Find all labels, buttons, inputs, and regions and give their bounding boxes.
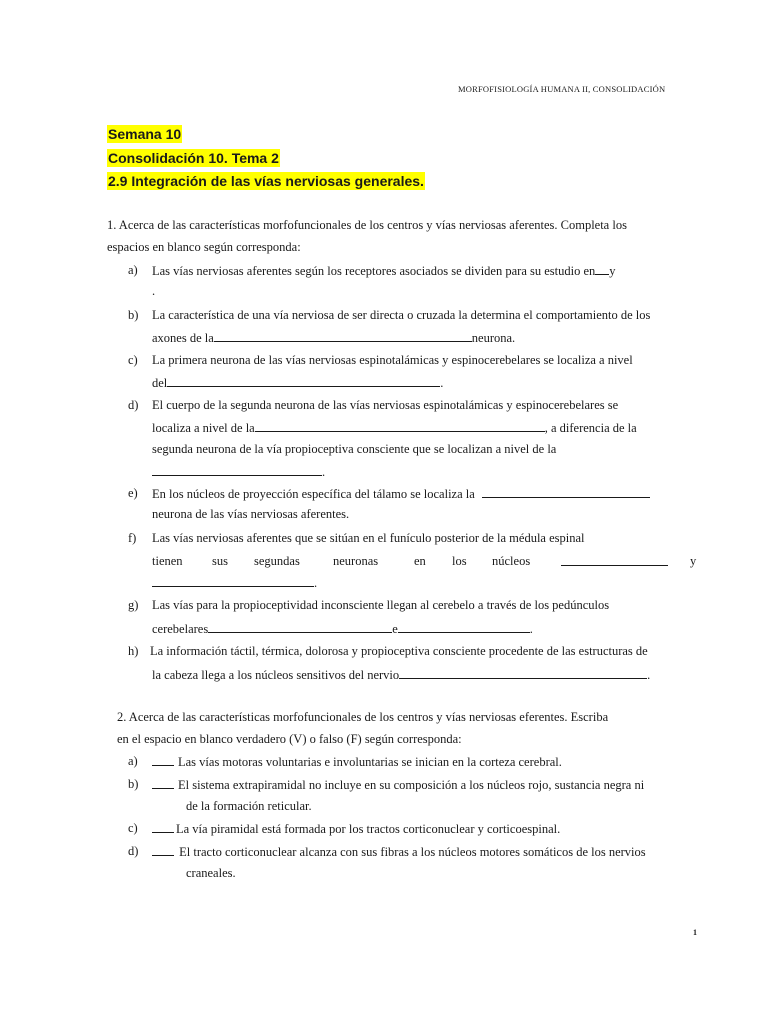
- blank-field[interactable]: [152, 574, 314, 587]
- item-marker: b): [128, 308, 139, 322]
- item-marker: c): [128, 353, 138, 367]
- item-1f-word: segundas: [254, 554, 300, 568]
- item-2a-text: Las vías motoras voluntarias e involuntarias se inician en la corteza cerebral.: [152, 753, 562, 770]
- item-marker: e): [128, 486, 138, 500]
- item-1f-word: y: [690, 554, 697, 568]
- blank-field[interactable]: [208, 620, 392, 633]
- item-1d-text: El cuerpo de la segunda neurona de las vías nerviosas espinotalámicas y espinocerebelares se: [152, 398, 619, 412]
- item-1f-text: Las vías nerviosas aferentes que se sitúan en el funículo posterior de la médula espinal: [152, 531, 585, 545]
- item-1f-cont: .: [152, 574, 317, 591]
- blank-field[interactable]: [255, 419, 545, 432]
- question-2-intro-cont: en el espacio en blanco verdadero (V) o falso (F) según corresponda:: [117, 732, 462, 746]
- answer-blank[interactable]: [152, 843, 174, 856]
- item-1d-cont: localiza a nivel de la , a diferencia de la: [152, 421, 637, 435]
- blank-field[interactable]: [561, 553, 668, 566]
- item-marker: g): [128, 598, 139, 612]
- item-marker: d): [128, 844, 139, 858]
- item-1a-text: Las vías nerviosas aferentes según los receptores asociados se dividen para su estudio en y: [152, 264, 616, 278]
- item-1h-text: La información táctil, térmica, dolorosa y propioceptiva consciente procedente de las estructuras de: [150, 644, 648, 658]
- item-1c-cont: del .: [152, 376, 444, 390]
- item-marker: h): [128, 644, 139, 658]
- item-1f-word: sus: [212, 554, 228, 568]
- item-1f-word: en: [414, 554, 426, 568]
- item-marker: a): [128, 263, 138, 277]
- item-marker: b): [128, 777, 139, 791]
- item-2b-cont: de la formación reticular.: [186, 799, 312, 813]
- item-1f-word: tienen: [152, 554, 183, 568]
- question-1-intro-cont: espacios en blanco según corresponda:: [107, 240, 301, 254]
- blank-field[interactable]: [398, 620, 530, 633]
- item-1a-cont: .: [152, 284, 156, 298]
- item-1b-text: La característica de una vía nerviosa de ser directa o cruzada la determina el comportamiento de los: [152, 308, 651, 322]
- item-1d-cont3: .: [152, 463, 325, 480]
- topic-title: 2.9 Integración de las vías nerviosas generales.: [108, 173, 424, 189]
- item-marker: c): [128, 821, 138, 835]
- blank-field[interactable]: [167, 374, 440, 387]
- item-1g-cont: cerebelares e .: [152, 622, 533, 636]
- item-1e-text: En los núcleos de proyección específica del tálamo se localiza la: [152, 485, 650, 502]
- item-1f-word: núcleos: [492, 554, 531, 568]
- item-1h-cont: la cabeza llega a los núcleos sensitivos del nervio .: [152, 668, 651, 682]
- consolidation-title: Consolidación 10. Tema 2: [108, 150, 279, 166]
- answer-blank[interactable]: [152, 753, 174, 766]
- answer-blank[interactable]: [152, 776, 174, 789]
- blank-field[interactable]: [214, 329, 472, 342]
- item-1c-text: La primera neurona de las vías nerviosas espinotalámicas y espinocerebelares se localiza a nivel: [152, 353, 633, 367]
- item-2c-text: La vía piramidal está formada por los tractos corticonuclear y corticoespinal.: [152, 820, 560, 837]
- item-1d-cont2: segunda neurona de la vía propioceptiva consciente que se localizan a nivel de la: [152, 442, 557, 456]
- item-1b-cont: axones de la neurona.: [152, 331, 516, 345]
- item-1f-word: los: [452, 554, 467, 568]
- item-marker: f): [128, 531, 137, 545]
- running-header: MORFOFISIOLOGÍA HUMANA II, CONSOLIDACIÓN: [458, 84, 666, 94]
- question-2-intro: 2. Acerca de las características morfofuncionales de los centros y vías nerviosas eferentes. Escriba: [117, 710, 609, 724]
- item-1e-cont: neurona de las vías nerviosas aferentes.: [152, 507, 350, 521]
- item-2d-cont: craneales.: [186, 866, 236, 880]
- blank-field[interactable]: [399, 666, 647, 679]
- item-2b-text: El sistema extrapiramidal no incluye en su composición a los núcleos rojo, sustancia negra ni: [152, 776, 644, 793]
- blank-field[interactable]: [482, 485, 650, 498]
- item-marker: d): [128, 398, 139, 412]
- item-1f-word: neuronas: [333, 554, 379, 568]
- blank-field[interactable]: [595, 262, 609, 275]
- item-marker: a): [128, 754, 138, 768]
- week-title: Semana 10: [108, 126, 182, 142]
- item-2d-text: El tracto corticonuclear alcanza con sus fibras a los núcleos motores somáticos de los nervios: [152, 843, 646, 860]
- question-1-intro: 1. Acerca de las características morfofuncionales de los centros y vías nerviosas aferentes. Completa los: [107, 218, 627, 232]
- answer-blank[interactable]: [152, 820, 174, 833]
- blank-field[interactable]: [152, 463, 322, 476]
- item-1f-blank[interactable]: [561, 553, 668, 570]
- item-1g-text: Las vías para la propioceptividad inconsciente llegan al cerebelo a través de los pedúnculos: [152, 598, 610, 612]
- page-number: 1: [693, 928, 697, 937]
